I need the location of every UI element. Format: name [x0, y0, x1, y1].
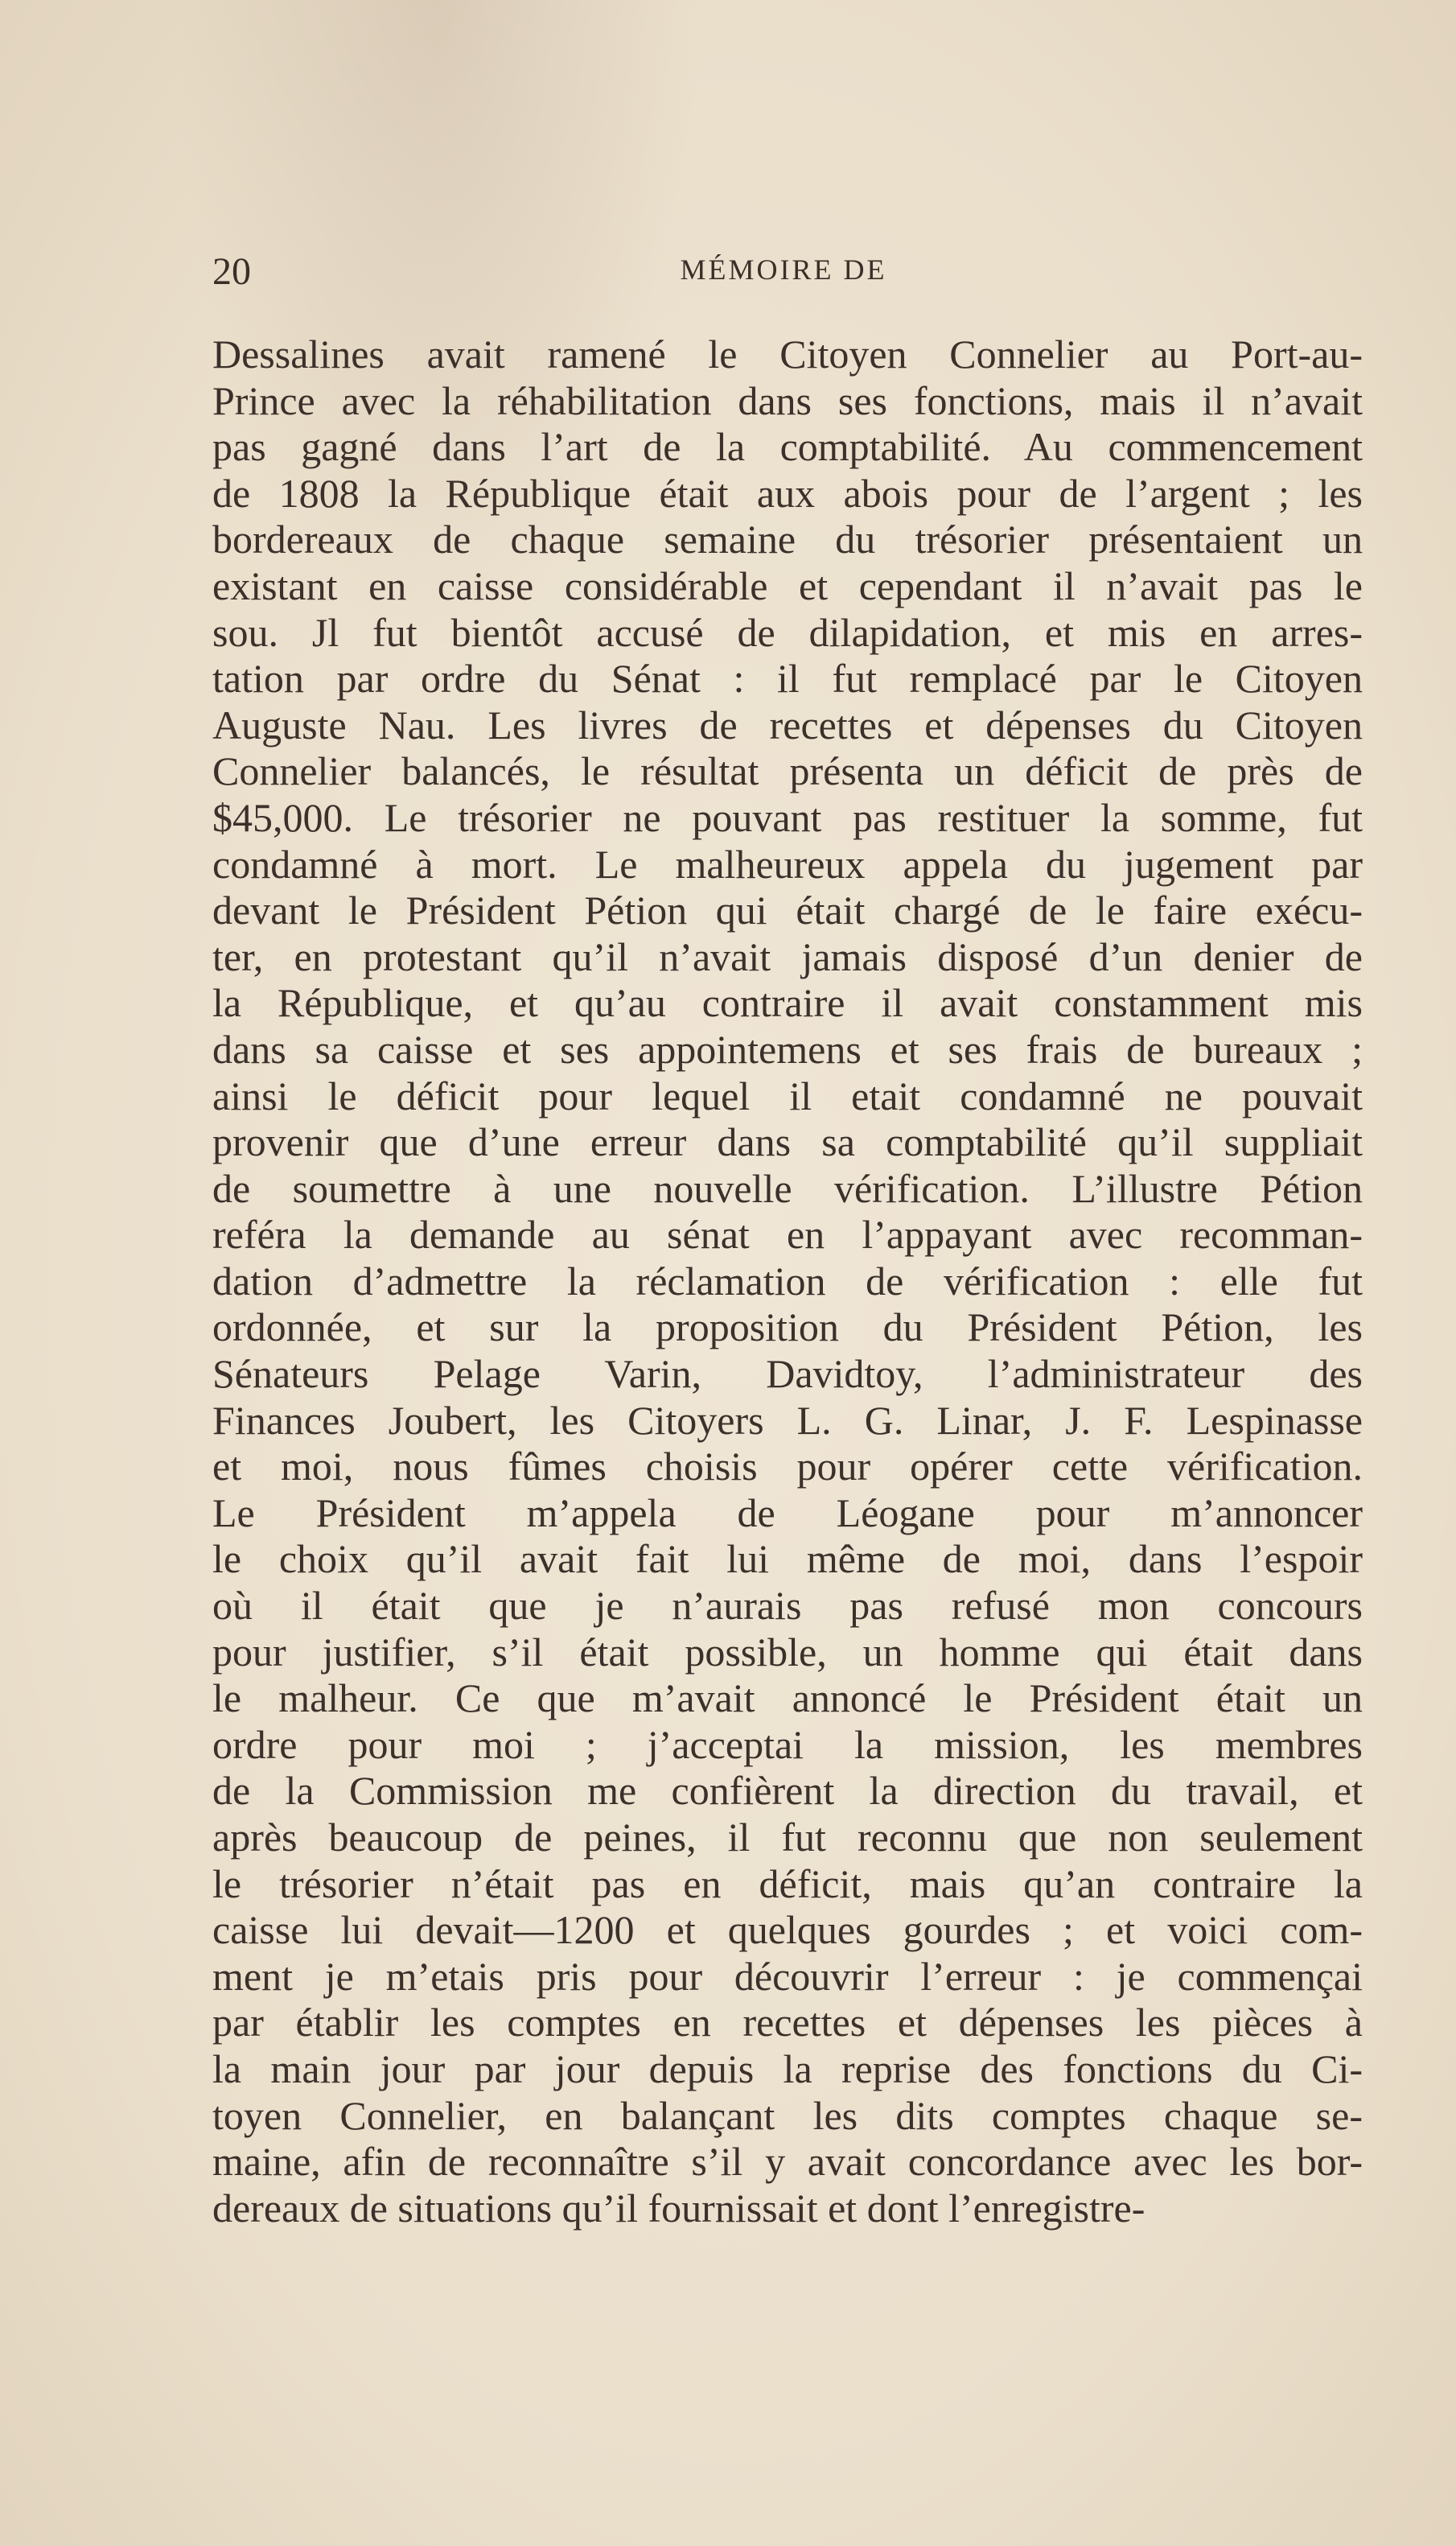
- text-line: $45,000. Le trésorier ne pouvant pas restituer la somme, fut: [212, 794, 1363, 840]
- text-line: maine, afin de reconnaître s’il y avait concordance avec les bor-: [212, 2139, 1363, 2185]
- running-head: MÉMOIRE DE: [680, 253, 887, 286]
- text-line: ainsi le déficit pour lequel il etait condamné ne pouvait: [212, 1073, 1363, 1119]
- page-header: [212, 241, 1355, 306]
- text-line: et moi, nous fûmes choisis pour opérer cette vérification.: [212, 1444, 1363, 1489]
- text-line: de soumettre à une nouvelle vérification. L’illustre Pétion: [212, 1165, 1363, 1211]
- text-line: tation par ordre du Sénat : il fut remplacé par le Citoyen: [212, 656, 1363, 702]
- page-number: 20: [212, 250, 251, 293]
- text-line: provenir que d’une erreur dans sa comptabilité qu’il suppliait: [212, 1119, 1363, 1165]
- text-line: existant en caisse considérable et cependant il n’avait pas le: [212, 562, 1363, 608]
- text-line: le trésorier n’était pas en déficit, mais qu’an contraire la: [212, 1860, 1363, 1906]
- text-line: par établir les comptes en recettes et dépenses les pièces à: [212, 2000, 1363, 2045]
- text-line: de 1808 la République était aux abois pour de l’argent ; les: [212, 470, 1363, 516]
- text-line: dereaux de situations qu’il fournissait et dont l’enregistre-: [212, 2185, 1145, 2231]
- text-line: Sénateurs Pelage Varin, Davidtoy, l’administrateur des: [212, 1351, 1363, 1397]
- text-line: la République, et qu’au contraire il avait constamment mis: [212, 980, 1363, 1026]
- text-line: de la Commission me confièrent la direction du travail, et: [212, 1768, 1363, 1814]
- text-line: la main jour par jour depuis la reprise des fonctions du Ci-: [212, 2045, 1363, 2091]
- body-text: [212, 332, 1363, 2231]
- text-line: Finances Joubert, les Citoyers L. G. Linar, J. F. Lespinasse: [212, 1397, 1363, 1443]
- text-line: toyen Connelier, en balançant les dits comptes chaque se-: [212, 2092, 1363, 2138]
- text-line: ment je m’etais pris pour découvrir l’erreur : je commençai: [212, 1953, 1363, 1999]
- text-line: le malheur. Ce que m’avait annoncé le Président était un: [212, 1675, 1363, 1721]
- text-line: condamné à mort. Le malheureux appela du jugement par: [212, 841, 1363, 887]
- text-line: Prince avec la réhabilitation dans ses fonctions, mais il n’avait: [212, 377, 1363, 423]
- text-line: ordre pour moi ; j’acceptai la mission, les membres: [212, 1721, 1363, 1767]
- text-line: où il était que je n’aurais pas refusé mon concours: [212, 1583, 1363, 1629]
- text-line: Le Président m’appela de Léogane pour m’annoncer: [212, 1489, 1363, 1535]
- text-line: pour justifier, s’il était possible, un homme qui était dans: [212, 1629, 1363, 1675]
- text-line: Auguste Nau. Les livres de recettes et dépenses du Citoyen: [212, 702, 1363, 748]
- text-line: Connelier balancés, le résultat présenta un déficit de près de: [212, 748, 1363, 794]
- text-line: après beaucoup de peines, il fut reconnu que non seulement: [212, 1815, 1363, 1860]
- text-line: reféra la demande au sénat en l’appayant avec recomman-: [212, 1212, 1363, 1258]
- text-line: pas gagné dans l’art de la comptabilité. Au commencement: [212, 424, 1363, 470]
- text-line: devant le Président Pétion qui était chargé de le faire exécu-: [212, 888, 1363, 933]
- text-line: bordereaux de chaque semaine du trésorier présentaient un: [212, 517, 1363, 562]
- text-line: ordonnée, et sur la proposition du Président Pétion, les: [212, 1304, 1363, 1350]
- text-line: le choix qu’il avait fait lui même de moi, dans l’espoir: [212, 1536, 1363, 1582]
- text-line: Dessalines avait ramené le Citoyen Connelier au Port-au-: [212, 332, 1363, 377]
- text-line: ter, en protestant qu’il n’avait jamais disposé d’un denier de: [212, 933, 1363, 979]
- text-line: sou. Jl fut bientôt accusé de dilapidation, et mis en arres-: [212, 609, 1363, 655]
- text-line: caisse lui devait—1200 et quelques gourdes ; et voici com-: [212, 1907, 1363, 1953]
- text-line: dans sa caisse et ses appointemens et ses frais de bureaux ;: [212, 1026, 1363, 1072]
- text-line: dation d’admettre la réclamation de vérification : elle fut: [212, 1258, 1363, 1304]
